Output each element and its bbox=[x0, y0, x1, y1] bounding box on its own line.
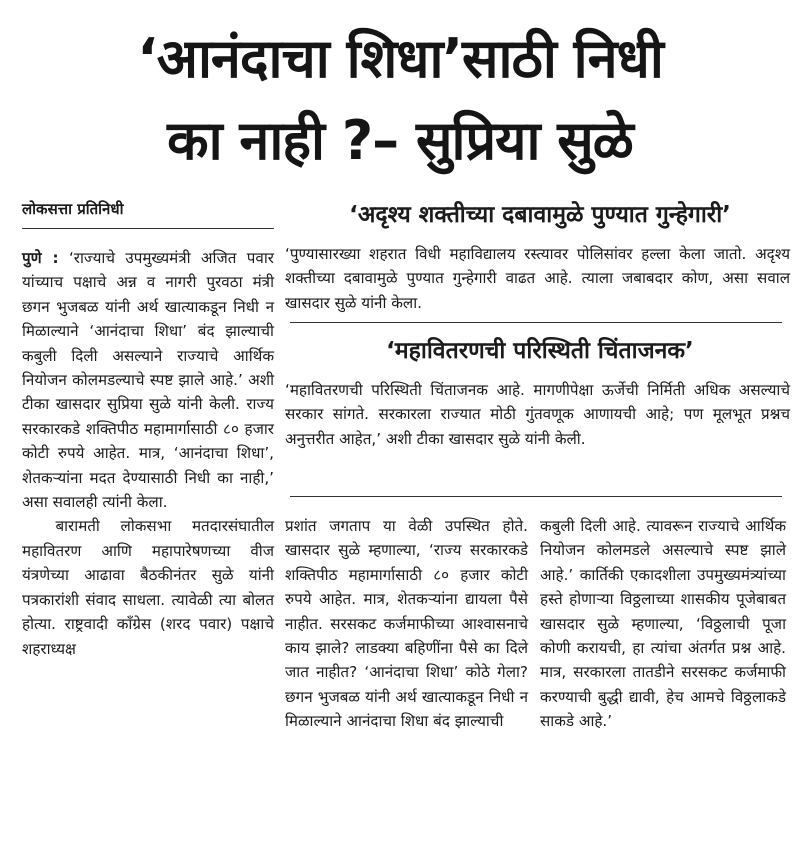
article-paragraph-1-text: ‘राज्याचे उपमुख्यमंत्री अजित पवार यांच्याच पक्षाचे अन्न व नागरी पुरवठा मंत्री छगन भुजबळ यांनी अर्थ खात्याकडून निधी न मिळाल्याने ‘आनंदाचा शिधा’ बंद झाल्याची कबुली दिली असल्याने राज्याचे आर्थिक नियोजन कोलमडल्याचे स्पष्ट झाले आहे.’ अशी टीका खासदार सुप्रिया सुळे यांनी केली. राज्य सरकारकडे शक्तिपीठ महामार्गासाठी ८० हजार कोटी रुपये आहेत. मात्र, ‘आनंदाचा शिधा’, शेतकऱ्यांना मदत देण्यासाठी निधी का नाही,’ असा सवालही त्यांनी केला. bbox=[22, 249, 275, 512]
sidebar-heading-power: ‘महावितरणची परिस्थिती चिंताजनक’ bbox=[386, 338, 694, 364]
sidebar-text-power: ‘महावितरणची परिस्थिती चिंताजनक आहे. मागणीपेक्षा ऊर्जेची निर्मिती अधिक असल्याचे सरकार सांगते. सरकारला राज्यात मोठी गुंतवणूक आणायची आहे; पण मूलभूत प्रश्नच अनुत्तरीत आहेत,’ अशी टीका खासदार सुळे यांनी केली. bbox=[285, 381, 790, 448]
article-column-1 bbox=[22, 246, 274, 846]
sidebar-rule-1 bbox=[290, 322, 782, 323]
article-paragraph-2: बारामती लोकसभा मतदारसंघातील महावितरण आणि महापारेषणच्या वीज यंत्रणेच्या आढावा बैठकीनंतर सुळे यांनी पत्रकारांशी संवाद साधला. त्यावेळी त्या बोलत होत्या. राष्ट्रवादी काँग्रेस (शरद पवार) पक्षाचे शहराध्यक्ष bbox=[22, 517, 274, 658]
article-column-2-text: प्रशांत जगताप या वेळी उपस्थित होते. खासदार सुळे म्हणाल्या, ‘राज्य सरकारकडे शक्तिपीठ महामार्गासाठी ८० हजार कोटी रुपये आहेत. मात्र, शेतकऱ्यांना द्यायला पैसे नाहीत. सरसकट कर्जमाफीच्या आश्वासनाचे काय झाले? लाडक्या बहिणींना पैसे का दिले जात नाहीत? ‘आनंदाचा शिधा’ कोठे गेला? छगन भुजबळ यांनी अर्थ खात्याकडून निधी न मिळाल्याने आनंदाचा शिधा बंद झाल्याची bbox=[285, 517, 528, 731]
headline-line-1: ‘आनंदाचा शिधा’साठी निधी bbox=[137, 27, 663, 90]
article-paragraph-1 bbox=[22, 246, 274, 514]
sidebar-heading-crime: ‘अदृश्य शक्तीच्या दबावामुळे पुण्यात गुन्हेगारी’ bbox=[349, 202, 731, 228]
article-column-2 bbox=[285, 514, 528, 850]
sidebar-text-crime: ‘पुण्यासारख्या शहरात विधी महाविद्यालय रस्त्यावर पोलिसांवर हल्ला केला जातो. अदृश्य शक्तीच्या दबावामुळे पुण्यात गुन्हेगारी वाढत आहे. त्याला जबाबदार कोण, असा सवाल खासदार सुळे यांनी केला. bbox=[285, 245, 790, 312]
byline-rule bbox=[22, 228, 274, 229]
byline: लोकसत्ता प्रतिनिधी bbox=[22, 200, 124, 218]
dateline: पुणे : bbox=[22, 249, 59, 267]
sidebar-rule-2 bbox=[290, 496, 782, 497]
headline-line-2: का नाही ?– सुप्रिया सुळे bbox=[167, 109, 633, 172]
article-column-3-text: कबुली दिली आहे. त्यावरून राज्याचे आर्थिक नियोजन कोलमडले असल्याचे स्पष्ट झाले आहे.’ कार्तिकी एकादशीला उपमुख्यमंत्र्यांच्या हस्ते होणाऱ्या विठ्ठलाच्या शासकीय पूजेबाबत खासदार सुळे म्हणाल्या, ‘विठ्ठलाची पूजा कोणी करायची, हा त्यांचा अंतर्गत प्रश्न आहे. मात्र, सरकारला तातडीने सरसकट कर्जमाफी करण्याची बुद्धी द्यावी, हेच आमचे विठ्ठलाकडे साकडे आहे.’ bbox=[540, 517, 786, 731]
article-column-3 bbox=[540, 514, 786, 850]
